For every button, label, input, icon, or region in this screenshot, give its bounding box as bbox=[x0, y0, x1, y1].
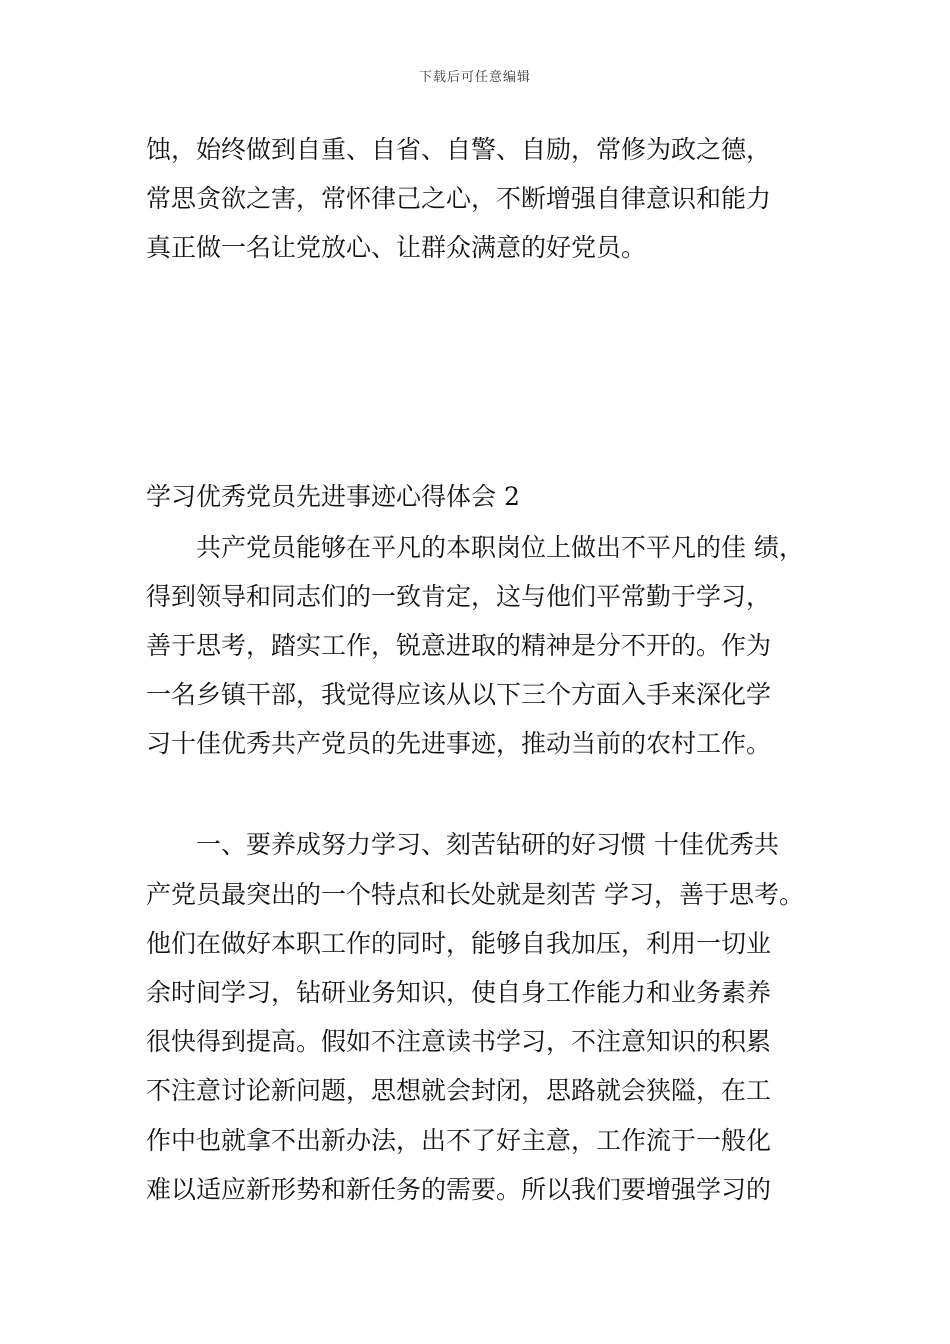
section-title: 学习优秀党员先进事迹心得体会 2 bbox=[146, 482, 520, 511]
text-line: 共产党员能够在平凡的本职岗位上做出不平凡的佳 绩， bbox=[196, 533, 804, 562]
text-line: 一、要养成努力学习、刻苦钻研的好习惯 十佳优秀共 bbox=[196, 830, 779, 859]
text-line: 真正做一名让党放心、让群众满意的好党员。 bbox=[146, 233, 647, 262]
text-line: 习十佳优秀共产党员的先进事迹，推动当前的农村工作。 bbox=[146, 729, 772, 758]
text-line: 蚀，始终做到自重、自省、自警、自励，常修为政之德， bbox=[146, 135, 772, 164]
text-line: 余时间学习，钻研业务知识，使自身工作能力和业务素养 bbox=[146, 978, 772, 1007]
text-line: 产党员最突出的一个特点和长处就是刻苦 学习，善于思考。 bbox=[146, 880, 804, 909]
page-header: 下载后可任意编辑 bbox=[418, 70, 531, 85]
text-line: 一名乡镇干部，我觉得应该从以下三个方面入手来深化学 bbox=[146, 680, 772, 709]
text-line: 作中也就拿不出新办法，出不了好主意，工作流于一般化 bbox=[146, 1126, 772, 1155]
text-line: 善于思考，踏实工作，锐意进取的精神是分不开的。作为 bbox=[146, 631, 772, 660]
text-line: 很快得到提高。假如不注意读书学习，不注意知识的积累 bbox=[146, 1027, 772, 1056]
text-line: 他们在做好本职工作的同时，能够自我加压，利用一切业 bbox=[146, 929, 772, 958]
text-line: 不注意讨论新问题，思想就会封闭，思路就会狭隘，在工 bbox=[146, 1076, 772, 1105]
text-line: 得到领导和同志们的一致肯定，这与他们平常勤于学习， bbox=[146, 582, 772, 611]
text-line: 常思贪欲之害，常怀律己之心，不断增强自律意识和能力 bbox=[146, 184, 772, 213]
text-line: 难以适应新形势和新任务的需要。所以我们要增强学习的 bbox=[146, 1175, 772, 1204]
